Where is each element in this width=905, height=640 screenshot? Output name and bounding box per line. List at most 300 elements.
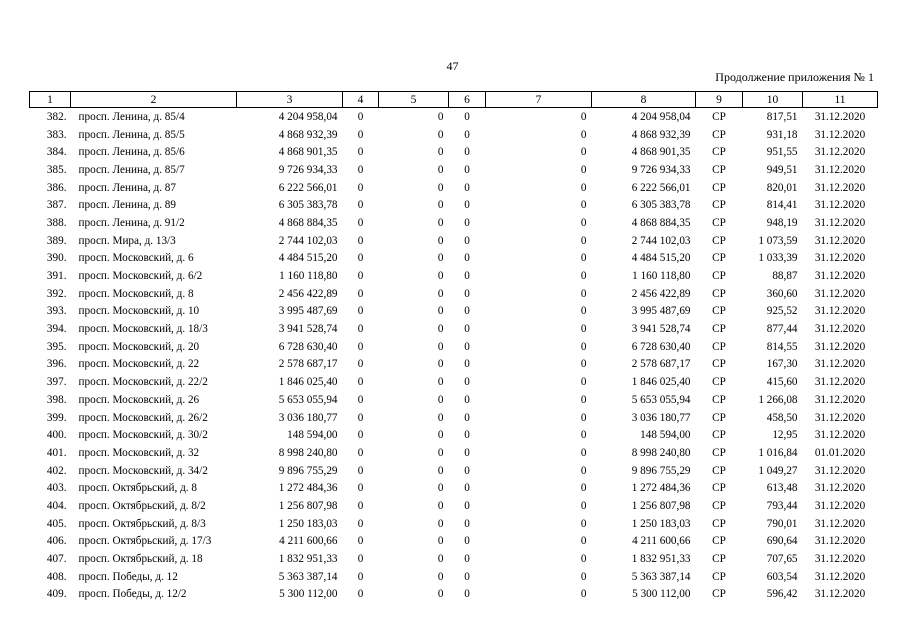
col-5-value: 0 [437,358,444,371]
area-value: 814,55 [766,340,798,353]
table-row [30,285,878,303]
amount-total: 4 484 515,20 [278,252,338,265]
table-row [30,568,878,586]
col-4-value: 0 [357,181,364,194]
fund-method: СР [712,146,726,159]
col-6-value: 0 [464,216,470,229]
address: просп. Московский, д. 6 [78,252,194,265]
area-value: 877,44 [766,323,798,336]
col-4-value: 0 [357,376,364,389]
col-5-value: 0 [437,553,444,566]
col-7-value: 0 [580,535,587,548]
col-7-value: 0 [580,570,587,583]
table-row [30,161,878,179]
table-row [30,214,878,232]
fund-method: СР [712,181,726,194]
address: просп. Московский, д. 18/3 [78,323,208,336]
fund-method: СР [712,163,726,176]
amount-total: 1 846 025,40 [278,376,338,389]
col-5-value: 0 [437,588,444,601]
row-number: 391. [46,270,67,283]
col-5-value: 0 [437,163,444,176]
area-value: 690,64 [766,535,798,548]
address: просп. Победы, д. 12/2 [78,588,187,601]
col-5-value: 0 [437,482,444,495]
row-number: 398. [46,393,67,406]
area-value: 948,19 [766,216,798,229]
col-4-value: 0 [357,358,364,371]
col-5-value: 0 [437,270,444,283]
deadline-date: 31.12.2020 [814,588,866,601]
amount-total: 4 868 884,35 [278,216,338,229]
col-5-value: 0 [437,340,444,353]
col-6-value: 0 [464,199,470,212]
deadline-date: 01.01.2020 [814,446,866,459]
row-number: 403. [46,482,67,495]
row-number: 400. [46,429,67,442]
col-4-value: 0 [357,323,364,336]
fund-method: СР [712,305,726,318]
col-7-value: 0 [580,199,587,212]
table-row [30,250,878,268]
row-number: 407. [46,553,67,566]
amount-total: 6 728 630,40 [278,340,338,353]
area-value: 790,01 [766,517,798,530]
col-6-value: 0 [464,340,470,353]
amount-final: 1 832 951,33 [631,553,691,566]
amount-final: 4 868 884,35 [631,216,691,229]
amount-final: 4 484 515,20 [631,252,691,265]
area-value: 1 033,39 [758,252,798,265]
row-number: 395. [46,340,67,353]
col-6-value: 0 [464,393,470,406]
row-number: 390. [46,252,67,265]
amount-total: 1 160 118,80 [279,270,338,283]
amount-final: 2 578 687,17 [631,358,691,371]
address: просп. Московский, д. 26/2 [78,411,208,424]
address: просп. Ленина, д. 87 [78,181,176,194]
amount-total: 8 998 240,80 [278,446,338,459]
area-value: 360,60 [766,287,798,300]
col-7-value: 0 [580,464,587,477]
address: просп. Московский, д. 30/2 [78,429,208,442]
col-4-value: 0 [357,287,364,300]
amount-total: 2 578 687,17 [278,358,338,371]
table-row [30,515,878,533]
col-6-value: 0 [464,323,470,336]
col-5-value: 0 [437,287,444,300]
address: просп. Московский, д. 22/2 [78,376,208,389]
row-number: 383. [46,128,67,141]
address: просп. Московский, д. 6/2 [78,270,203,283]
amount-final: 3 995 487,69 [631,305,691,318]
col-6-value: 0 [464,305,470,318]
deadline-date: 31.12.2020 [814,482,866,495]
col-4-value: 0 [357,411,364,424]
row-number: 389. [46,234,67,247]
fund-method: СР [712,588,726,601]
deadline-date: 31.12.2020 [814,287,866,300]
area-value: 1 073,59 [758,234,798,247]
amount-final: 5 363 387,14 [631,570,691,583]
amount-final: 2 744 102,03 [631,234,691,247]
col-5-value: 0 [437,146,444,159]
amount-total: 5 653 055,94 [278,393,338,406]
col-4-value: 0 [357,482,364,495]
col-4-value: 0 [357,216,364,229]
col-6-value: 0 [464,110,470,123]
col-6-value: 0 [464,499,470,512]
amount-total: 9 726 934,33 [278,163,338,176]
deadline-date: 31.12.2020 [814,535,866,548]
fund-method: СР [712,429,726,442]
table-row [30,143,878,161]
fund-method: СР [712,553,726,566]
address: просп. Ленина, д. 85/6 [78,146,185,159]
col-6-value: 0 [464,570,470,583]
deadline-date: 31.12.2020 [814,110,866,123]
deadline-date: 31.12.2020 [814,464,866,477]
amount-total: 9 896 755,29 [278,464,338,477]
area-value: 458,50 [766,411,798,424]
amount-total: 2 456 422,89 [278,287,338,300]
col-7-value: 0 [580,234,587,247]
area-value: 931,18 [766,128,798,141]
deadline-date: 31.12.2020 [814,163,866,176]
col-6-value: 0 [464,482,470,495]
area-value: 1 049,27 [758,464,798,477]
amount-total: 3 036 180,77 [278,411,338,424]
col-4-value: 0 [357,252,364,265]
col-5-value: 0 [437,234,444,247]
table-row [30,426,878,444]
fund-method: СР [712,340,726,353]
row-number: 401. [46,446,67,459]
area-value: 814,41 [766,199,798,212]
fund-method: СР [712,358,726,371]
table-row [30,479,878,497]
col-6-value: 0 [464,146,470,159]
deadline-date: 31.12.2020 [814,499,866,512]
page-number: 47 [446,59,459,73]
fund-method: СР [712,411,726,424]
amount-total: 6 305 383,78 [278,199,338,212]
col-6-value: 0 [464,464,470,477]
row-number: 384. [46,146,67,159]
col-7-value: 0 [580,181,587,194]
col-5-value: 0 [437,305,444,318]
col-4-value: 0 [357,340,364,353]
area-value: 603,54 [766,570,798,583]
row-number: 408. [46,570,67,583]
area-value: 951,55 [766,146,798,159]
amount-final: 8 998 240,80 [631,446,691,459]
col-7-value: 0 [580,429,587,442]
table-row [30,179,878,197]
col-7-value: 0 [580,163,587,176]
col-7-value: 0 [580,128,587,141]
amount-final: 1 272 484,36 [631,482,691,495]
col-4-value: 0 [357,464,364,477]
col-6-value: 0 [464,181,470,194]
header-row [30,92,878,108]
amount-final: 4 204 958,04 [631,110,691,123]
column-header: 4 [343,92,379,108]
address: просп. Мира, д. 13/3 [78,234,176,247]
column-header: 8 [592,92,696,108]
col-6-value: 0 [464,446,470,459]
table-row [30,356,878,374]
deadline-date: 31.12.2020 [814,323,866,336]
col-6-value: 0 [464,358,470,371]
col-5-value: 0 [437,535,444,548]
col-5-value: 0 [437,393,444,406]
col-5-value: 0 [437,252,444,265]
address: просп. Ленина, д. 85/5 [78,128,185,141]
area-value: 1 016,84 [758,446,798,459]
col-7-value: 0 [580,340,587,353]
column-header: 2 [71,92,237,108]
amount-total: 3 995 487,69 [278,305,338,318]
area-value: 88,87 [772,270,798,283]
col-7-value: 0 [580,499,587,512]
amount-total: 1 256 807,98 [278,499,338,512]
table-row [30,108,878,126]
col-7-value: 0 [580,323,587,336]
col-6-value: 0 [464,287,470,300]
col-7-value: 0 [580,553,587,566]
col-4-value: 0 [357,588,364,601]
col-6-value: 0 [464,252,470,265]
col-5-value: 0 [437,429,444,442]
table-row [30,533,878,551]
row-number: 405. [46,517,67,530]
area-value: 925,52 [766,305,798,318]
col-5-value: 0 [437,570,444,583]
table-row [30,497,878,515]
amount-final: 3 941 528,74 [631,323,691,336]
fund-method: СР [712,499,726,512]
col-4-value: 0 [357,499,364,512]
col-4-value: 0 [357,234,364,247]
col-5-value: 0 [437,411,444,424]
col-6-value: 0 [464,411,470,424]
amount-total: 1 250 183,03 [278,517,338,530]
area-value: 1 266,08 [758,393,798,406]
amount-final: 1 160 118,80 [632,270,691,283]
fund-method: СР [712,446,726,459]
col-7-value: 0 [580,446,587,459]
area-value: 820,01 [766,181,798,194]
fund-method: СР [712,128,726,141]
deadline-date: 31.12.2020 [814,181,866,194]
column-header: 7 [486,92,592,108]
fund-method: СР [712,216,726,229]
address: просп. Победы, д. 12 [78,570,178,583]
fund-method: СР [712,234,726,247]
fund-method: СР [712,270,726,283]
col-6-value: 0 [464,128,470,141]
col-7-value: 0 [580,358,587,371]
col-7-value: 0 [580,270,587,283]
col-5-value: 0 [437,446,444,459]
amount-total: 4 868 901,35 [278,146,338,159]
deadline-date: 31.12.2020 [814,429,866,442]
column-header: 1 [30,92,71,108]
col-4-value: 0 [357,535,364,548]
register-table [29,91,878,603]
col-6-value: 0 [464,376,470,389]
amount-final: 3 036 180,77 [631,411,691,424]
deadline-date: 31.12.2020 [814,411,866,424]
col-5-value: 0 [437,181,444,194]
address: просп. Октябрьский, д. 8/2 [78,499,206,512]
deadline-date: 31.12.2020 [814,199,866,212]
deadline-date: 31.12.2020 [814,340,866,353]
deadline-date: 31.12.2020 [814,305,866,318]
col-5-value: 0 [437,517,444,530]
deadline-date: 31.12.2020 [814,234,866,247]
col-7-value: 0 [580,110,587,123]
deadline-date: 31.12.2020 [814,216,866,229]
col-4-value: 0 [357,163,364,176]
amount-final: 1 846 025,40 [631,376,691,389]
column-header: 9 [696,92,743,108]
col-4-value: 0 [357,110,364,123]
col-4-value: 0 [357,429,364,442]
address: просп. Московский, д. 8 [78,287,194,300]
row-number: 394. [46,323,67,336]
col-7-value: 0 [580,376,587,389]
col-6-value: 0 [464,553,470,566]
amount-total: 1 832 951,33 [278,553,338,566]
table-row [30,126,878,144]
address: просп. Октябрьский, д. 8 [78,482,197,495]
fund-method: СР [712,464,726,477]
fund-method: СР [712,252,726,265]
address: просп. Московский, д. 22 [78,358,200,371]
col-7-value: 0 [580,588,587,601]
address: просп. Ленина, д. 85/7 [78,163,185,176]
amount-final: 4 211 600,66 [632,535,691,548]
amount-final: 6 222 566,01 [631,181,691,194]
deadline-date: 31.12.2020 [814,570,866,583]
fund-method: СР [712,110,726,123]
col-5-value: 0 [437,499,444,512]
row-number: 399. [46,411,67,424]
amount-total: 4 211 600,66 [279,535,338,548]
address: просп. Московский, д. 20 [78,340,200,353]
amount-final: 148 594,00 [640,429,691,442]
column-header: 6 [449,92,486,108]
table-row [30,232,878,250]
address: просп. Ленина, д. 85/4 [78,110,185,123]
row-number: 393. [46,305,67,318]
col-5-value: 0 [437,376,444,389]
amount-total: 148 594,00 [287,429,338,442]
col-6-value: 0 [464,517,470,530]
deadline-date: 31.12.2020 [814,146,866,159]
col-4-value: 0 [357,393,364,406]
address: просп. Ленина, д. 91/2 [78,216,185,229]
row-number: 402. [46,464,67,477]
row-number: 404. [46,499,67,512]
table-row [30,391,878,409]
deadline-date: 31.12.2020 [814,553,866,566]
amount-final: 4 868 901,35 [631,146,691,159]
row-number: 406. [46,535,67,548]
deadline-date: 31.12.2020 [814,252,866,265]
address: просп. Октябрьский, д. 17/3 [78,535,212,548]
row-number: 382. [46,110,67,123]
column-header: 5 [379,92,449,108]
col-7-value: 0 [580,411,587,424]
table-row [30,303,878,321]
amount-final: 5 300 112,00 [632,588,691,601]
fund-method: СР [712,323,726,336]
amount-final: 9 896 755,29 [631,464,691,477]
amount-total: 1 272 484,36 [278,482,338,495]
fund-method: СР [712,199,726,212]
amount-final: 1 256 807,98 [631,499,691,512]
amount-total: 2 744 102,03 [278,234,338,247]
address: просп. Московский, д. 34/2 [78,464,208,477]
col-6-value: 0 [464,429,470,442]
col-7-value: 0 [580,216,587,229]
deadline-date: 31.12.2020 [814,128,866,141]
col-7-value: 0 [580,305,587,318]
col-6-value: 0 [464,234,470,247]
col-4-value: 0 [357,446,364,459]
area-value: 793,44 [766,499,798,512]
fund-method: СР [712,517,726,530]
col-6-value: 0 [464,535,470,548]
table-row [30,550,878,568]
table-row [30,586,878,604]
col-6-value: 0 [464,588,470,601]
row-number: 396. [46,358,67,371]
table-row [30,409,878,427]
area-value: 415,60 [766,376,798,389]
table-row [30,373,878,391]
amount-total: 6 222 566,01 [278,181,338,194]
col-7-value: 0 [580,517,587,530]
col-5-value: 0 [437,216,444,229]
area-value: 167,30 [766,358,798,371]
deadline-date: 31.12.2020 [814,517,866,530]
row-number: 392. [46,287,67,300]
col-7-value: 0 [580,482,587,495]
fund-method: СР [712,570,726,583]
amount-final: 1 250 183,03 [631,517,691,530]
amount-final: 6 305 383,78 [631,199,691,212]
address: просп. Октябрьский, д. 8/3 [78,517,206,530]
amount-total: 5 363 387,14 [278,570,338,583]
area-value: 707,65 [766,553,798,566]
col-4-value: 0 [357,305,364,318]
deadline-date: 31.12.2020 [814,393,866,406]
fund-method: СР [712,535,726,548]
col-5-value: 0 [437,323,444,336]
col-4-value: 0 [357,553,364,566]
address: просп. Ленина, д. 89 [78,199,176,212]
table-row [30,338,878,356]
amount-total: 5 300 112,00 [279,588,338,601]
address: просп. Московский, д. 32 [78,446,200,459]
row-number: 386. [46,181,67,194]
col-5-value: 0 [437,464,444,477]
row-number: 397. [46,376,67,389]
